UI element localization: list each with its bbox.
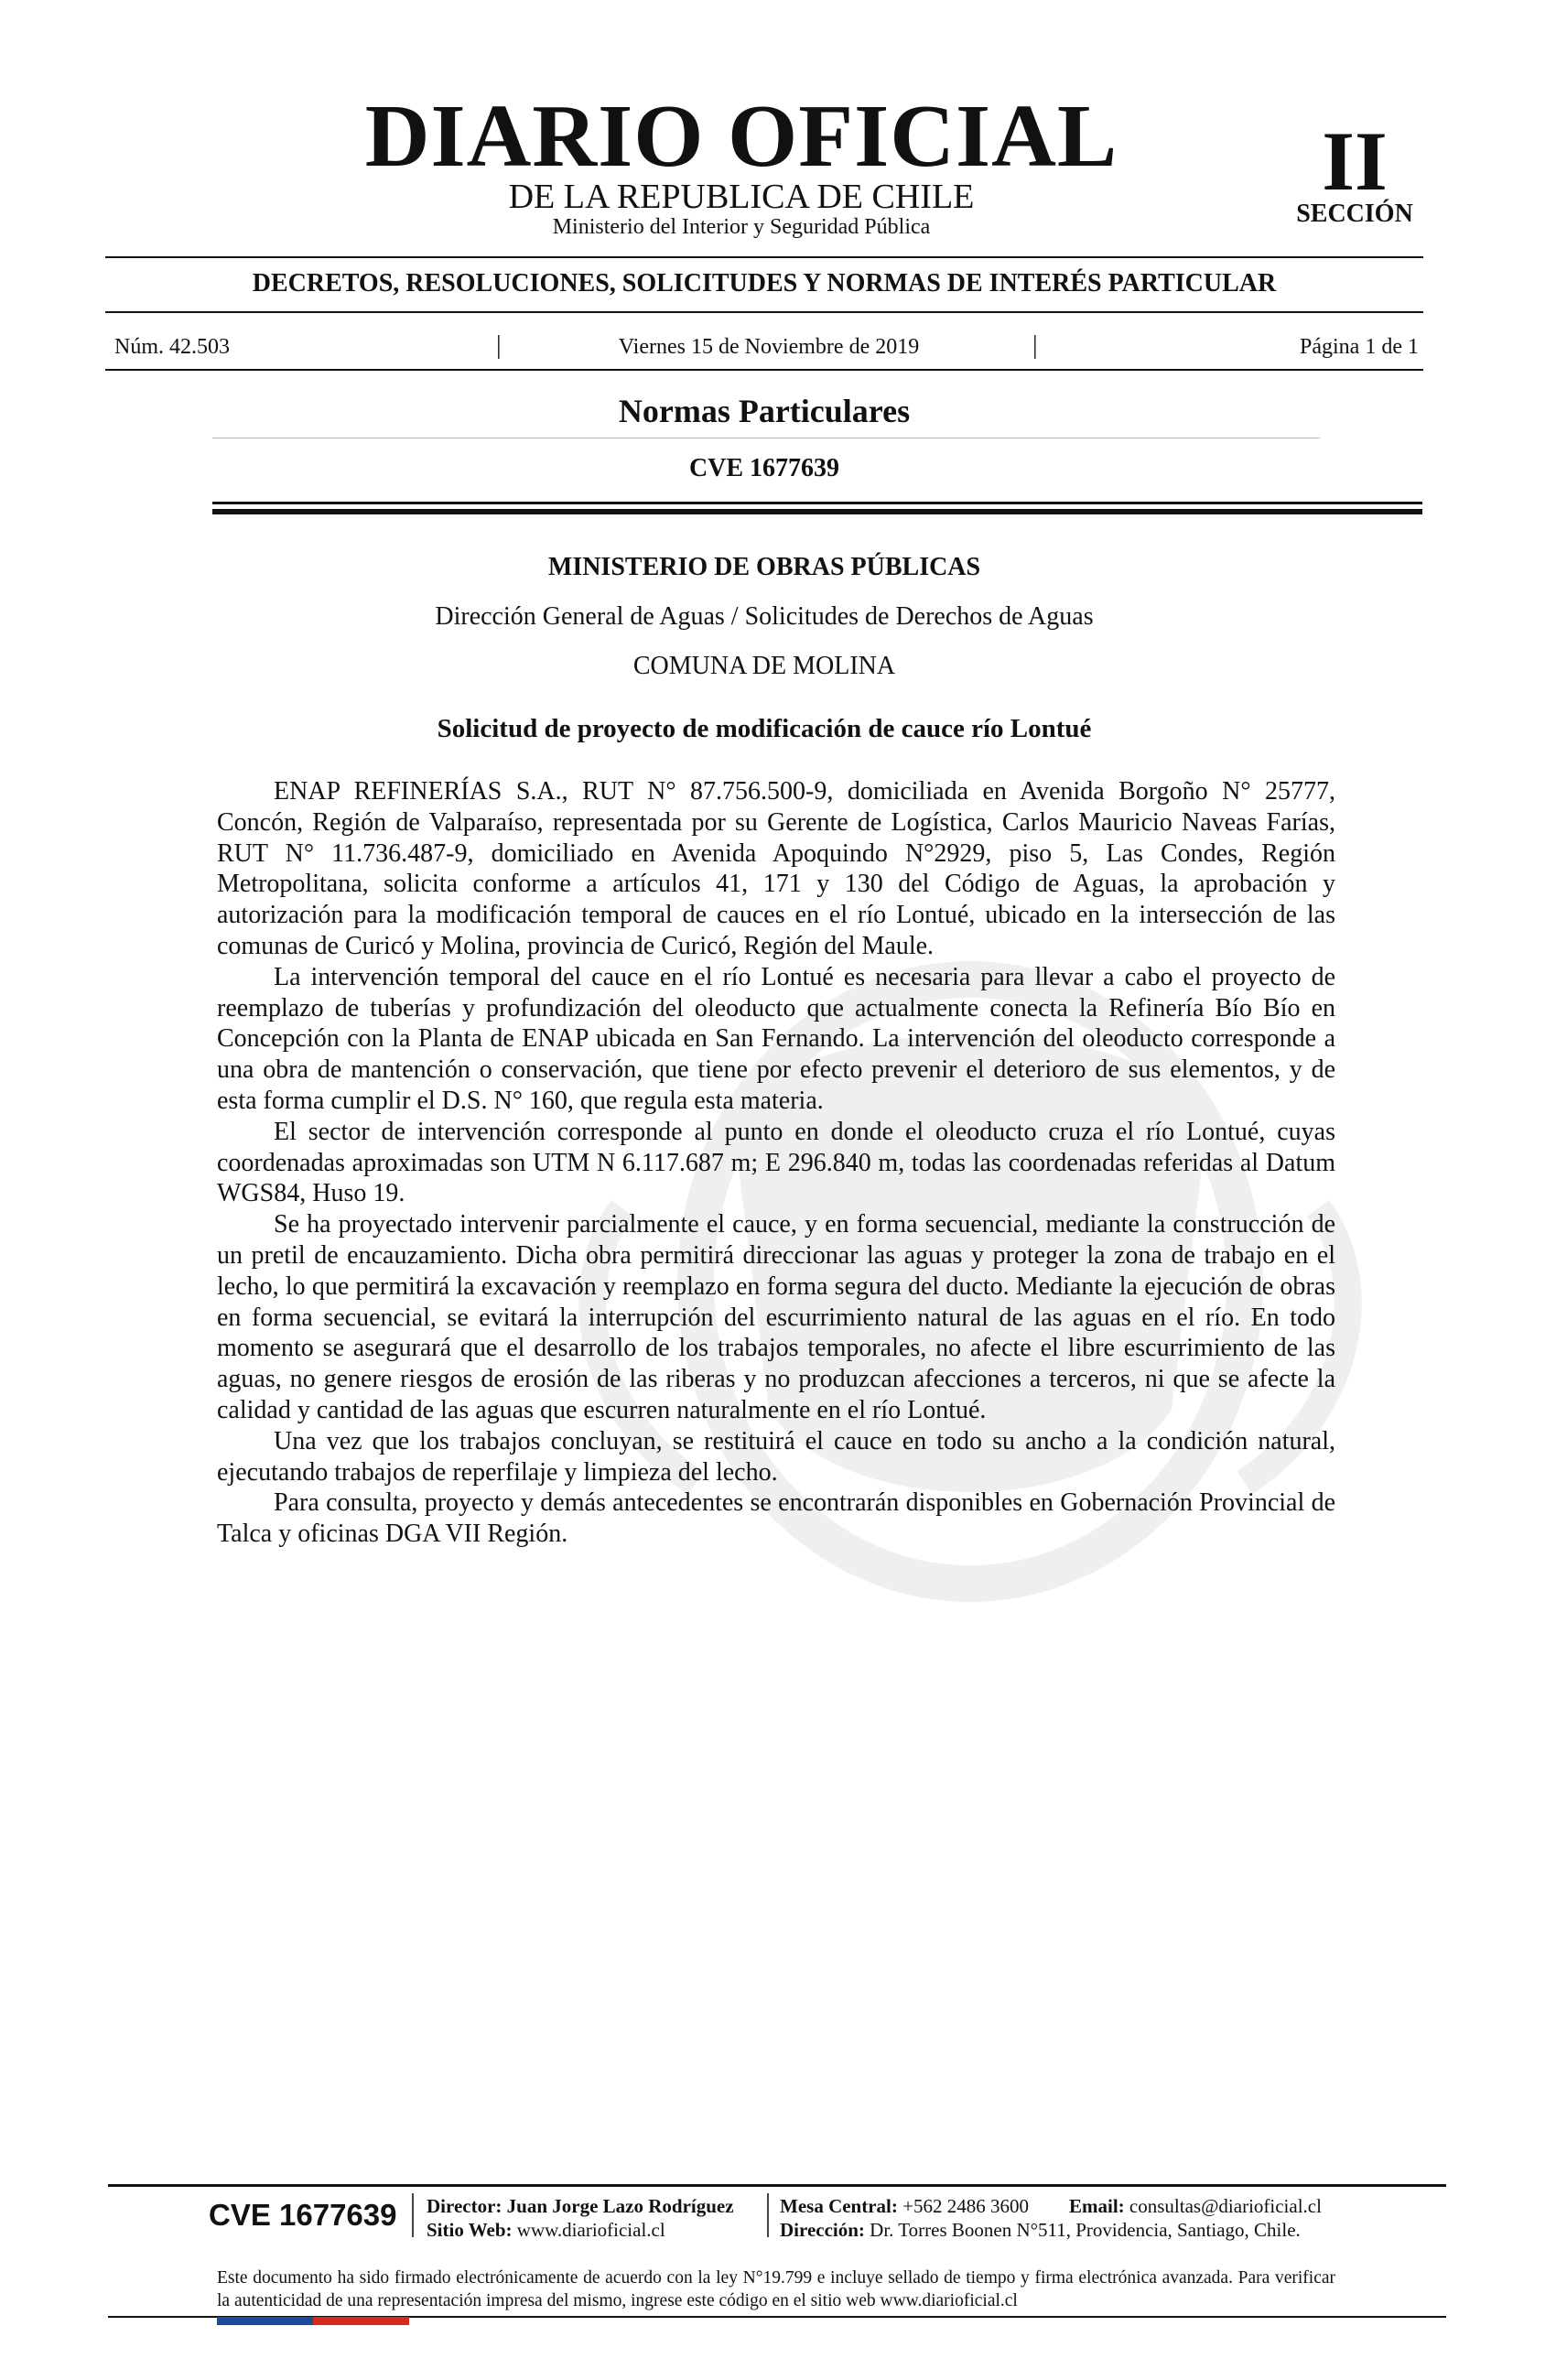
paragraph: ENAP REFINERÍAS S.A., RUT N° 87.756.500-9, domiciliada en Avenida Borgoño N° 25777, Concón, Región de Valparaíso, representada por su Gerente de Logística, Carlos Mauricio Naveas Farías, RUT N° 11.736.487-9, domiciliado en Avenida Apoquindo N°2929, piso 5, Las Condes, Región Metropolitana, solicita conforme a artículos 41, 171 y 130 del Código de Aguas, la aprobación y autorización para la modificación temporal de cauces en el río Lontué, ubicado en la intersección de las comunas de Curicó y Molina, provincia de Curicó, Región del Maule. bbox=[217, 777, 1335, 960]
ministry-heading: MINISTERIO DE OBRAS PÚBLICAS bbox=[547, 553, 981, 581]
newspaper-title: DIARIO OFICIAL bbox=[364, 87, 1118, 186]
issue-date: Viernes 15 de Noviembre de 2019 bbox=[618, 335, 920, 359]
footer-email bbox=[1069, 2197, 1322, 2216]
double-rule-bottom bbox=[212, 509, 1422, 514]
notice-subject: Solicitud de proyecto de modificación de cauce río Lontué bbox=[437, 714, 1092, 743]
phone-label: Mesa Central: bbox=[780, 2195, 898, 2217]
cve-code: CVE 1677639 bbox=[688, 454, 840, 482]
notice-body bbox=[217, 776, 1335, 1550]
website-label: Sitio Web: bbox=[427, 2219, 513, 2241]
website-link[interactable]: www.diarioficial.cl bbox=[516, 2219, 665, 2241]
footer-disclaimer: Este documento ha sido firmado electrónicamente de acuerdo con la ley N°19.799 e incluye sellado de tiempo y firma electrónica avanzada. Para verificar la autenticidad de una representación impresa del mismo, ingrese este código en el sitio web www.diarioficial.cl bbox=[217, 2268, 1335, 2310]
footer-address bbox=[780, 2221, 1301, 2240]
footer-website bbox=[427, 2221, 665, 2240]
phone-value: +562 2486 3600 bbox=[902, 2195, 1029, 2217]
footer-rule-top bbox=[108, 2184, 1446, 2187]
email-label: Email: bbox=[1069, 2195, 1125, 2217]
double-rule-top bbox=[212, 502, 1422, 504]
paragraph: Se ha proyectado intervenir parcialmente el cauce, y en forma secuencial, mediante la construcción de un pretil de encauzamiento. Dicha obra permitirá direccionar las aguas y proteger la zona de trabajo en el lecho, lo que permitirá la excavación y reemplazo en forma segura del ducto. Mediante la ejecución de obras en forma secuencial, se evitará la interrupción del escurrimiento natural de las aguas en el río. En todo momento se asegurará que el desarrollo de los trabajos temporales, no afecte el libre escurrimiento de las aguas, no genere riesgos de erosión de las riberas y no produzcan afecciones a terceros, ni que se afecte la calidad y cantidad de las aguas que escurren naturalmente en el río Lontué. bbox=[217, 1210, 1335, 1424]
footer-separator bbox=[412, 2193, 414, 2237]
meta-separator: | bbox=[496, 331, 502, 360]
flag-stripe-red bbox=[313, 2317, 409, 2325]
comuna-line: COMUNA DE MOLINA bbox=[632, 652, 896, 680]
paragraph: El sector de intervención corresponde al punto en donde el oleoducto cruza el río Lontué, cuyas coordenadas aproximadas son UTM N 6.117.687 m; E 296.840 m, todas las coordenadas referidas al Datum WGS84, Huso 19. bbox=[217, 1117, 1335, 1208]
issue-number: Núm. 42.503 bbox=[114, 335, 230, 359]
footer-separator bbox=[767, 2193, 769, 2237]
section-label: SECCIÓN bbox=[1296, 200, 1413, 228]
footer-phone bbox=[780, 2197, 1029, 2216]
address-value: Dr. Torres Boonen N°511, Providencia, Santiago, Chile. bbox=[870, 2219, 1301, 2241]
header-rule-3 bbox=[105, 369, 1423, 371]
newspaper-subtitle: DE LA REPUBLICA DE CHILE bbox=[508, 178, 975, 216]
director-label: Director: bbox=[427, 2195, 502, 2217]
paragraph: La intervención temporal del cauce en el río Lontué es necesaria para llevar a cabo el proyecto de reemplazo de tuberías y profundización del oleoducto que actualmente conecta la Refinería Bío Bío en Concepción con la Planta de ENAP ubicada en San Fernando. La intervención del oleoducto corresponde a una obra de mantención o conservación, que tiene por efecto prevenir el deterioro de sus elementos, y de esta forma cumplir el D.S. N° 160, que regula esta materia. bbox=[217, 962, 1335, 1115]
page-title: Normas Particulares bbox=[618, 393, 911, 429]
direction-line: Dirección General de Aguas / Solicitudes de Derechos de Aguas bbox=[435, 602, 1094, 631]
director-name: Juan Jorge Lazo Rodríguez bbox=[506, 2195, 734, 2217]
paragraph: Una vez que los trabajos concluyan, se restituirá el cauce en todo su ancho a la condición natural, ejecutando trabajos de reperfilaje y limpieza del lecho. bbox=[217, 1426, 1335, 1487]
paragraph: Para consulta, proyecto y demás antecedentes se encontrarán disponibles en Gobernación Provincial de Talca y oficinas DGA VII Región. bbox=[217, 1488, 1335, 1549]
page-indicator: Página 1 de 1 bbox=[1300, 335, 1419, 359]
footer-director bbox=[427, 2197, 734, 2216]
email-link[interactable]: consultas@diarioficial.cl bbox=[1129, 2195, 1322, 2217]
section-number: II bbox=[1322, 114, 1388, 208]
footer-cve-code: CVE 1677639 bbox=[209, 2198, 397, 2232]
category-heading: DECRETOS, RESOLUCIONES, SOLICITUDES Y NORMAS DE INTERÉS PARTICULAR bbox=[252, 269, 1277, 298]
meta-separator: | bbox=[1032, 331, 1038, 360]
newspaper-ministry: Ministerio del Interior y Seguridad Pública bbox=[552, 215, 931, 239]
header-rule-2 bbox=[105, 311, 1423, 313]
header-rule-1 bbox=[105, 256, 1423, 258]
flag-stripe-blue bbox=[217, 2317, 313, 2325]
address-label: Dirección: bbox=[780, 2219, 865, 2241]
